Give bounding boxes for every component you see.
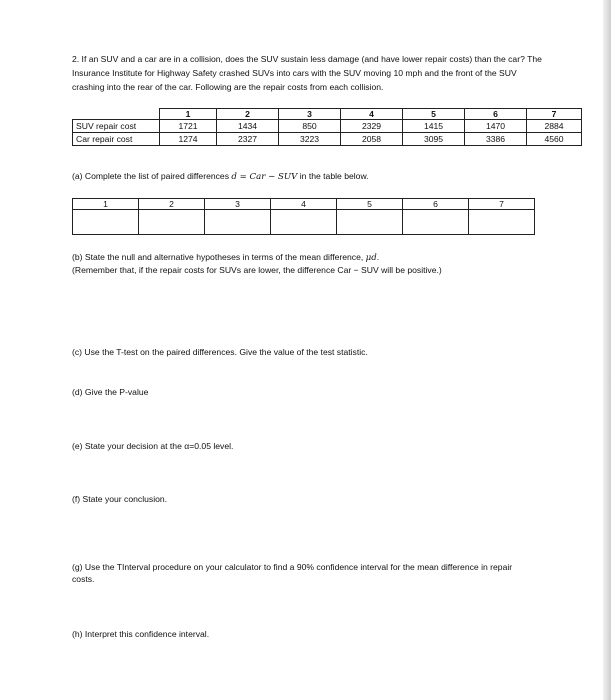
table-cell: 2329: [341, 120, 403, 133]
answer-cell[interactable]: [337, 210, 403, 235]
table-cell: 1721: [160, 120, 217, 133]
part-b-suffix: .: [376, 252, 380, 262]
mean-difference-symbol: μd: [365, 253, 377, 263]
column-header: 6: [403, 199, 469, 210]
part-h-prompt: (h) Interpret this confidence interval.: [72, 629, 210, 639]
answer-cell[interactable]: [139, 210, 205, 235]
answer-cell[interactable]: [403, 210, 469, 235]
part-a-prompt: [72, 170, 369, 183]
table-header-row: [73, 109, 582, 120]
part-c-prompt: (c) Use the T-test on the paired differences. Give the value of the test statistic.: [72, 347, 368, 357]
column-header: 7: [469, 199, 535, 210]
table-cell: 2058: [341, 133, 403, 146]
table-cell: 1470: [465, 120, 527, 133]
column-header: 2: [139, 199, 205, 210]
table-cell: 850: [279, 120, 341, 133]
column-header: 6: [465, 109, 527, 120]
answer-cell[interactable]: [205, 210, 271, 235]
part-b-prefix: (b) State the null and alternative hypotheses in terms of the mean difference,: [72, 252, 366, 262]
table-cell: 3095: [403, 133, 465, 146]
table-cell: 3386: [465, 133, 527, 146]
part-e-prompt: (e) State your decision at the α=0.05 level.: [72, 441, 234, 451]
difference-formula: d = Car − SUV: [231, 172, 298, 182]
table-cell: 1434: [217, 120, 279, 133]
column-header: 4: [271, 199, 337, 210]
part-b-note: (Remember that, if the repair costs for SUVs are lower, the difference Car − SUV will be positive.): [72, 265, 442, 275]
column-header: 4: [341, 109, 403, 120]
question-text: 2. If an SUV and a car are in a collision, does the SUV sustain less damage (and have lower repair costs) than the car? The Insurance Institute for Highway Safety crashed SUVs into cars with the SUV moving 10 mph and the front of the SUV crashing into the rear of the car. Following are the repair costs from each collision.: [72, 54, 542, 92]
table-row-car: [73, 133, 582, 146]
part-f-prompt: (f) State your conclusion.: [72, 494, 168, 504]
column-header: 3: [205, 199, 271, 210]
column-header: 5: [337, 199, 403, 210]
part-b-prompt: [72, 251, 379, 264]
answer-cell[interactable]: [469, 210, 535, 235]
part-d-prompt: (d) Give the P-value: [72, 387, 149, 397]
diff-header-row: [73, 199, 535, 210]
table-cell: 4560: [527, 133, 582, 146]
column-header: 5: [403, 109, 465, 120]
diff-answer-row: [73, 210, 535, 235]
column-header: 3: [279, 109, 341, 120]
part-a-suffix: in the table below.: [297, 171, 369, 181]
table-cell: 3223: [279, 133, 341, 146]
table-cell: 1415: [403, 120, 465, 133]
row-label: SUV repair cost: [73, 120, 160, 133]
column-header: 1: [73, 199, 139, 210]
table-cell: 2884: [527, 120, 582, 133]
repair-cost-table: [72, 108, 582, 146]
column-header: 2: [217, 109, 279, 120]
header-corner-cell: [73, 109, 160, 120]
part-a-prefix: (a) Complete the list of paired differences: [72, 171, 232, 181]
part-g-prompt: (g) Use the TInterval procedure on your calculator to find a 90% confidence interval for the mean difference in repair costs.: [72, 562, 513, 584]
table-cell: 1274: [160, 133, 217, 146]
column-header: 1: [160, 109, 217, 120]
page-edge-shadow: [603, 0, 611, 700]
row-label: Car repair cost: [73, 133, 160, 146]
table-cell: 2327: [217, 133, 279, 146]
column-header: 7: [527, 109, 582, 120]
answer-cell[interactable]: [271, 210, 337, 235]
answer-cell[interactable]: [73, 210, 139, 235]
paired-difference-table: [72, 198, 535, 235]
table-row-suv: [73, 120, 582, 133]
